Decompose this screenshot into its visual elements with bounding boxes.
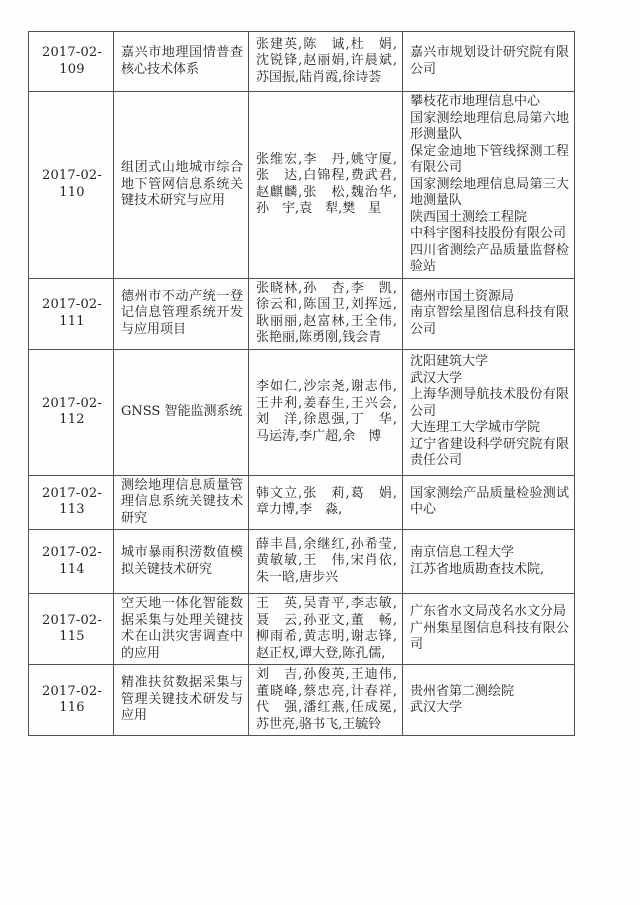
- project-name-cell: 德州市不动产统一登记信息管理系统开发与应用项目: [114, 278, 249, 349]
- award-id-cell: 2017-02-113: [29, 475, 114, 530]
- award-id-cell: 2017-02-109: [29, 32, 114, 92]
- awardees-cell: 刘 吉,孙俊英,王迪伟,董晓峰,蔡忠亮,计春祥,代 强,潘红燕,任成冕,苏世亮,骆书飞,王毓铃: [249, 665, 403, 736]
- award-id-cell: 2017-02-114: [29, 530, 114, 594]
- organization-name: 武汉大学: [410, 700, 463, 715]
- table-row: [29, 32, 575, 92]
- awardees-cell: 薛丰昌,余继红,孙希莹,黄敏敏,王 伟,宋肖依,朱一晗,唐步兴: [249, 530, 403, 594]
- organization-name: 南京信息工程大学: [410, 545, 515, 560]
- organizations-cell: [403, 32, 575, 92]
- organization-name: 武汉大学: [410, 370, 463, 386]
- organization-name: 嘉兴市规划设计研究院有限公司: [410, 45, 569, 77]
- awards-table: [28, 31, 575, 736]
- organizations-cell: [403, 475, 575, 530]
- organization-name: 陕西国土测绘工程院: [410, 209, 528, 225]
- organization-name: 大连理工大学城市学院: [410, 420, 541, 436]
- award-id-cell: 2017-02-112: [29, 349, 114, 475]
- project-name-cell: 测绘地理信息质量管理信息系统关键技术研究: [114, 475, 249, 530]
- table-row: [29, 530, 575, 594]
- project-name-cell: 嘉兴市地理国情普查核心技术体系: [114, 32, 249, 92]
- organizations-cell: [403, 530, 575, 594]
- organization-name: 贵州省第二测绘院: [410, 683, 515, 699]
- organization-name: 上海华测导航技术股份有限公司: [410, 387, 569, 419]
- table-row: [29, 475, 575, 530]
- organization-name: 南京智绘星图信息科技有限公司: [410, 305, 569, 337]
- organizations-cell: [403, 92, 575, 279]
- award-id-cell: 2017-02-111: [29, 278, 114, 349]
- project-name-cell: 空天地一体化智能数据采集与处理关键技术在山洪灾害调查中的应用: [114, 594, 249, 665]
- organizations-cell: [403, 278, 575, 349]
- awardees-cell: 李如仁,沙宗尧,谢志伟,王井利,姜春生,王兴会,刘 洋,徐恩强,丁 华,马运涛,李广超,余 博: [249, 349, 403, 475]
- organization-name: 保定金迪地下管线探测工程有限公司: [410, 143, 569, 175]
- project-name-cell: 组团式山地城市综合地下管网信息系统关键技术研究与应用: [114, 92, 249, 279]
- project-name-cell: 城市暴雨积涝数值模拟关键技术研究: [114, 530, 249, 594]
- table-row: [29, 594, 575, 665]
- award-id-cell: 2017-02-110: [29, 92, 114, 279]
- organization-name: 中科宇图科技股份有限公司: [410, 226, 567, 241]
- awardees-cell: 王 英,吴青平,李志敏,聂 云,孙亚文,董 畅,柳雨希,黄志明,谢志锋,赵正权,谭大登,陈孔儒,: [249, 594, 403, 665]
- table-row: [29, 665, 575, 736]
- organizations-cell: [403, 349, 575, 475]
- organization-name: 广州集星图信息科技有限公司: [410, 620, 569, 653]
- awardees-cell: 张晓林,孙 杏,李 凯,徐云和,陈国卫,刘挥远,耿丽丽,赵富林,王全伟,张艳丽,陈勇刚,钱会青: [249, 278, 403, 349]
- project-name-cell: 精准扶贫数据采集与管理关键技术研发与应用: [114, 665, 249, 736]
- organization-name: 攀枝花市地理信息中心: [410, 94, 541, 109]
- organization-name: 广东省水文局茂名水文分局: [410, 604, 567, 620]
- awardees-cell: 张建英,陈 诚,杜 娟,沈锐锋,赵丽娟,许晨斌,苏国振,陆肖霞,徐诗荟: [249, 32, 403, 92]
- organization-name: 国家测绘地理信息局第六地形测量队: [410, 110, 569, 142]
- organizations-cell: [403, 665, 575, 736]
- organization-name: 德州市国土资源局: [410, 288, 515, 304]
- awardees-cell: 韩文立,张 莉,葛 娟,章力博,李 淼,: [249, 475, 403, 530]
- table-row: [29, 92, 575, 279]
- organizations-cell: [403, 594, 575, 665]
- awardees-cell: 张维宏,李 丹,姚守厦,张 达,白锦程,费武君,赵麒麟,张 松,魏治华,孙 宇,袁 犁,樊 星: [249, 92, 403, 279]
- award-id-cell: 2017-02-116: [29, 665, 114, 736]
- organization-name: 江苏省地质勘查技术院,: [410, 561, 545, 577]
- awards-table-body: [29, 32, 575, 736]
- organization-name: 辽宁省建设科学研究院有限责任公司: [410, 436, 569, 469]
- table-row: [29, 349, 575, 475]
- award-id-cell: 2017-02-115: [29, 594, 114, 665]
- organization-name: 沈阳建筑大学: [410, 354, 489, 370]
- organization-name: 国家测绘地理信息局第三大地测量队: [410, 176, 569, 208]
- project-name-cell: GNSS 智能监测系统: [114, 349, 249, 475]
- organization-name: 四川省测绘产品质量监督检验站: [410, 242, 569, 274]
- organization-name: 国家测绘产品质量检验测试中心: [410, 485, 569, 518]
- table-row: [29, 278, 575, 349]
